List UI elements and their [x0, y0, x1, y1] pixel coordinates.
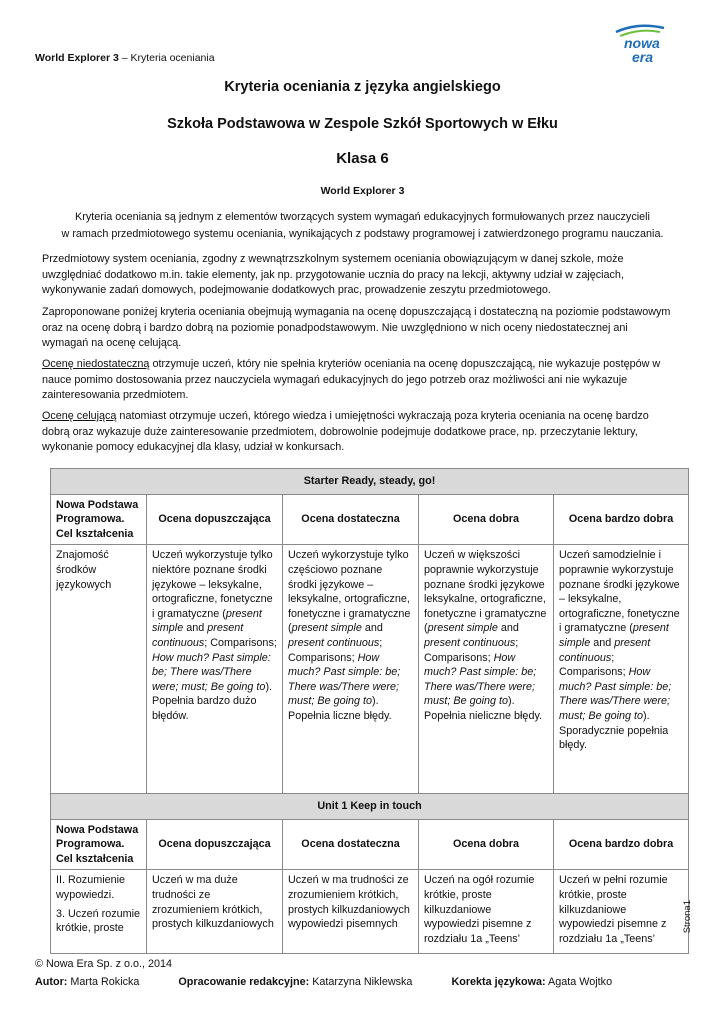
criteria-table-starter: [50, 468, 689, 796]
unit-header: Starter Ready, steady, go!: [51, 469, 689, 495]
logo-text-era: era: [632, 49, 654, 65]
credit-author: Autor: Marta Rokicka: [35, 976, 140, 988]
running-header: [35, 52, 215, 64]
doc-title: Kryteria oceniania z języka angielskiego: [224, 79, 501, 95]
intro: [30, 209, 695, 243]
column-header-grade-3: Ocena dostateczna: [283, 494, 419, 545]
paragraph-3-body: otrzymuje uczeń, który nie spełnia kryteriów oceniania na ocenę dopuszczającą, nie wykazuje postępów w nauce pomimo dostosowania przez nauczyciela wymagań edukacyjnych do jego potrzeb oraz możliwości ani nie wykazuje zainteresowania przedmiotem.: [42, 358, 661, 401]
logo-text-nowa: nowa: [624, 35, 660, 51]
nowa-era-logo: [610, 24, 672, 68]
criteria-cell: Uczeń w ma duże trudności ze zrozumieniem krótkich, prostych kilkuzdaniowych: [147, 870, 283, 954]
paragraph-3-lead: Ocenę niedostateczną: [42, 358, 150, 370]
class-name: Klasa 6: [336, 150, 389, 167]
goal-cell: Znajomość środków językowych: [51, 545, 147, 796]
paragraph-2: Zaproponowane poniżej kryteria oceniania obejmują wymagania na ocenę dopuszczającą i dostateczną na poziomie podstawowym oraz na ocenę dobrą i bardzo dobrą na poziomie ponadpodstawowym. Nie uwzględniono w nich oceny niedostatecznej ani wymagań na ocenę celującą.: [42, 306, 671, 349]
column-header-grade-5: Ocena bardzo dobra: [554, 494, 689, 545]
header-suffix: – Kryteria oceniania: [118, 52, 215, 64]
paragraph-4: [42, 409, 674, 456]
column-header-grade-2: Ocena dopuszczająca: [147, 819, 283, 870]
school-name: Szkoła Podstawowa w Zespole Szkół Sportowych w Ełku: [167, 116, 558, 132]
textbook-name: World Explorer 3: [320, 185, 405, 197]
criteria-cell: Uczeń wykorzystuje tylko niektóre poznane środki językowe – leksykalne, ortograficzne, fonetyczne i gramatyczne (present simple and present continuous; Comparisons; How much? Past simple: be; There was/There were; must; Be going to). Popełnia bardzo dużo błędów.: [147, 545, 283, 796]
paragraph-4-body: natomiast otrzymuje uczeń, którego wiedza i umiejętności wykraczają poza kryteria oceniania na ocenę bardzo dobrą oraz wykazuje duże zainteresowanie przedmiotem, dobrowolnie podejmuje dodatkowe prace, np. przeczytanie lektury, wykonanie pomocy edukacyjnej dla klasy, udział w konkursach.: [42, 410, 649, 453]
criteria-cell: Uczeń w ma trudności ze zrozumieniem krótkich, prostych kilkuzdaniowych wypowiedzi pisemnych: [283, 870, 419, 954]
criteria-cell: Uczeń samodzielnie i poprawnie wykorzystuje poznane środki językowe – leksykalne, ortograficzne, fonetyczne i gramatyczne (present simple and present continuous; Comparisons; How much? Past simple: be; There was/There were; must; Be going to). Sporadycznie popełnia błędy.: [554, 545, 689, 796]
column-header-goal: Nowa Podstawa Programowa. Cel kształcenia: [51, 494, 147, 545]
series-name: World Explorer 3: [35, 52, 119, 64]
column-header-goal: Nowa Podstawa Programowa. Cel kształcenia: [51, 819, 147, 870]
copyright: © Nowa Era Sp. z o.o., 2014: [35, 958, 172, 970]
credits: [35, 976, 648, 988]
column-header-grade-4: Ocena dobra: [419, 494, 554, 545]
paragraph-3: [42, 357, 674, 404]
goal-section: II. Rozumienie wypowiedzi.: [56, 874, 126, 901]
page-number: Strona1: [682, 900, 693, 934]
column-header-grade-4: Ocena dobra: [419, 819, 554, 870]
credit-proofreader: Korekta językowa: Agata Wojtko: [451, 976, 613, 988]
unit-header: Unit 1 Keep in touch: [51, 794, 689, 820]
paragraph-4-lead: Ocenę celującą: [42, 410, 117, 422]
criteria-cell: Uczeń w większości poprawnie wykorzystuje poznane środki językowe leksykalne, ortograficzne, fonetyczne i gramatyczne (present simple and present continuous; Comparisons; How much? Past simple: be; There was/There were; must; Be going to). Popełnia nieliczne błędy.: [419, 545, 554, 796]
goal-cell: [51, 870, 147, 954]
credit-editor: Opracowanie redakcyjne: Katarzyna Niklewska: [178, 976, 413, 988]
intro-line-2: w ramach przedmiotowego systemu oceniania, wynikających z podstawy programowej i zatwierdzonego programu nauczania.: [61, 228, 664, 240]
criteria-cell: Uczeń w pełni rozumie krótkie, proste kilkuzdaniowe wypowiedzi pisemne z rozdziału 1a „Teens’: [554, 870, 689, 954]
intro-line-1: Kryteria oceniania są jednym z elementów tworzących system wymagań edukacyjnych formułowanych przez nauczycieli: [75, 211, 650, 223]
criteria-cell: Uczeń wykorzystuje tylko częściowo poznane środki językowe – leksykalne, ortograficzne, fonetyczne i gramatyczne (present simple and present continuous; Comparisons; How much? Past simple: be; There was/There were; must; Be going to). Popełnia liczne błędy.: [283, 545, 419, 796]
column-header-grade-5: Ocena bardzo dobra: [554, 819, 689, 870]
column-header-grade-2: Ocena dopuszczająca: [147, 494, 283, 545]
paragraph-1: Przedmiotowy system oceniania, zgodny z wewnątrzszkolnym systemem oceniania obowiązującym w danej szkole, może uwzględniać dodatkowo m.in. takie elementy, jak np. przygotowanie ucznia do pracy na lekcji, aktywny udział w zajęciach, wykonywanie zadań domowych, podejmowanie dodatkowych prac, prowadzenie zeszytu przedmiotowego.: [42, 253, 624, 296]
column-header-grade-3: Ocena dostateczna: [283, 819, 419, 870]
criteria-table-unit-1: [50, 793, 689, 954]
goal-item: 3. Uczeń rozumie krótkie, proste: [56, 907, 141, 935]
criteria-cell: Uczeń na ogół rozumie krótkie, proste kilkuzdaniowe wypowiedzi pisemne z rozdziału 1a „Teens’: [419, 870, 554, 954]
